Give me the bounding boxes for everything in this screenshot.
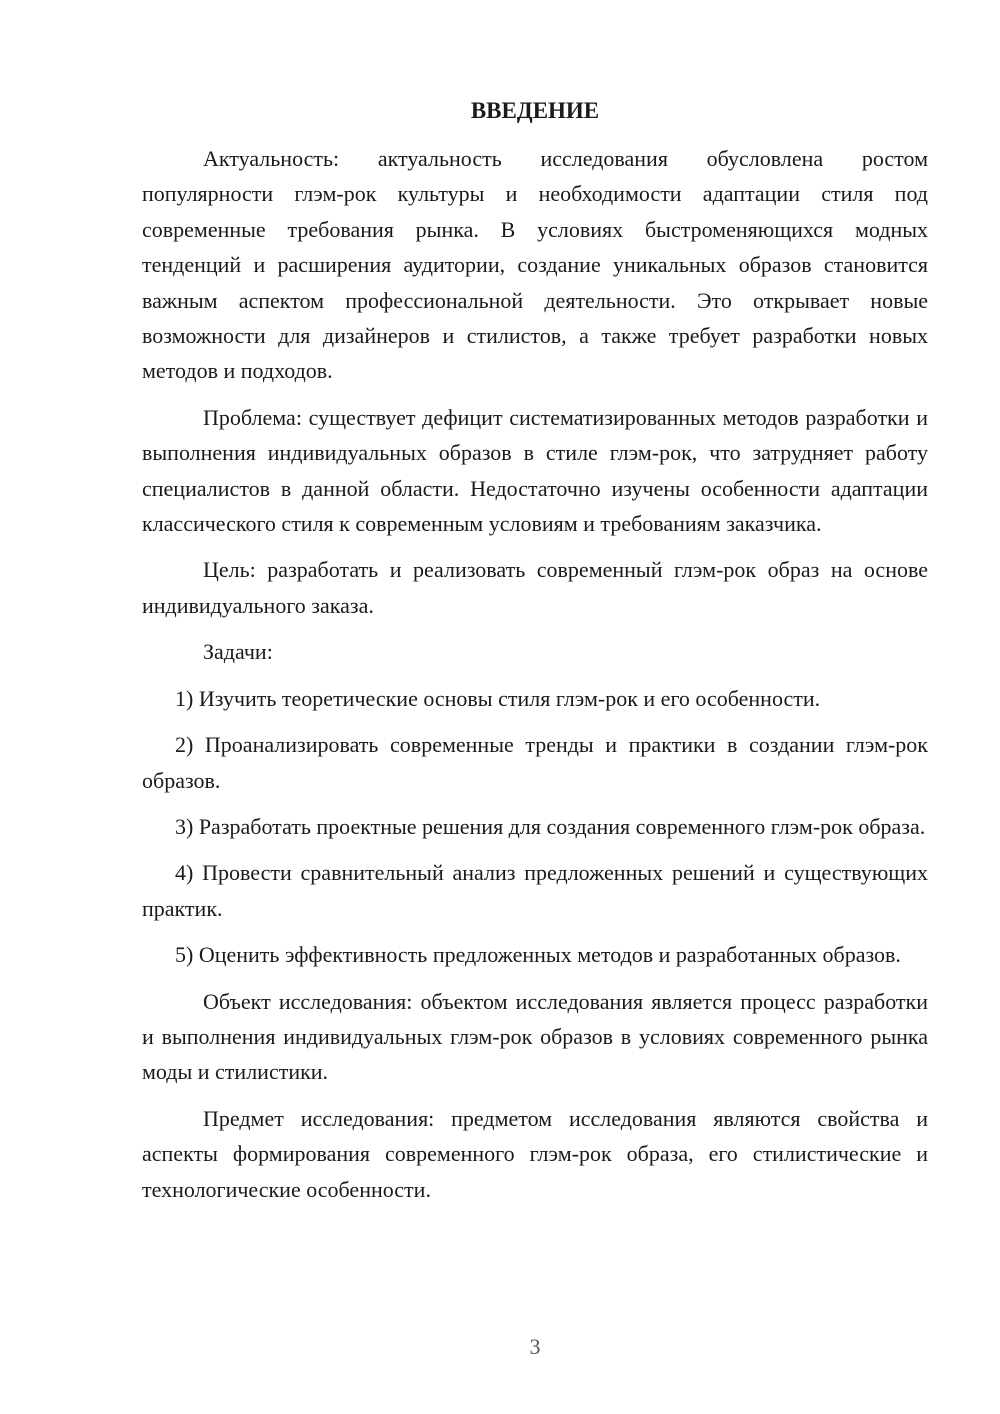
page-number: 3 — [529, 1334, 541, 1359]
paragraph-relevance: Актуальность: актуальность исследования обусловлена ростом популярности глэм-рок культуры и необходимости адаптации стиля под современные требования рынка. В условиях быстроменяющихся модных тенденций и расширения аудитории, создание уникальных образов становится важным аспектом профессиональной деятельности. Это открывает новые возможности для дизайнеров и стилистов, а также требует разработки новых методов и подходов. — [142, 146, 928, 384]
task-item-5: 5) Оценить эффективность предложенных методов и разработанных образов. — [175, 942, 901, 968]
task-item-1: 1) Изучить теоретические основы стиля глэм-рок и его особенности. — [175, 685, 821, 711]
paragraph-goal: Цель: разработать и реализовать современный глэм-рок образ на основе индивидуального заказа. — [142, 557, 928, 618]
tasks-label: Задачи: — [203, 639, 273, 665]
paragraph-subject: Предмет исследования: предметом исследования являются свойства и аспекты формирования современного глэм-рок образа, его стилистические и технологические особенности. — [142, 1105, 928, 1202]
task-item-3: 3) Разработать проектные решения для создания современного глэм-рок образа. — [175, 813, 926, 839]
paragraph-object: Объект исследования: объектом исследования является процесс разработки и выполнения индивидуальных глэм-рок образов в условиях современного рынка моды и стилистики. — [142, 988, 928, 1085]
document-page — [142, 93, 928, 1218]
task-item-4: 4) Провести сравнительный анализ предложенных решений и существующих практик. — [142, 860, 928, 921]
task-item-2: 2) Проанализировать современные тренды и практики в создании глэм-рок образов. — [142, 732, 928, 793]
paragraph-problem: Проблема: существует дефицит систематизированных методов разработки и выполнения индивидуальных образов в стиле глэм-рок, что затрудняет работу специалистов в данной области. Недостаточно изучены особенности адаптации классического стиля к современным условиям и требованиям заказчика. — [142, 404, 928, 537]
section-heading: ВВЕДЕНИЕ — [470, 98, 600, 123]
